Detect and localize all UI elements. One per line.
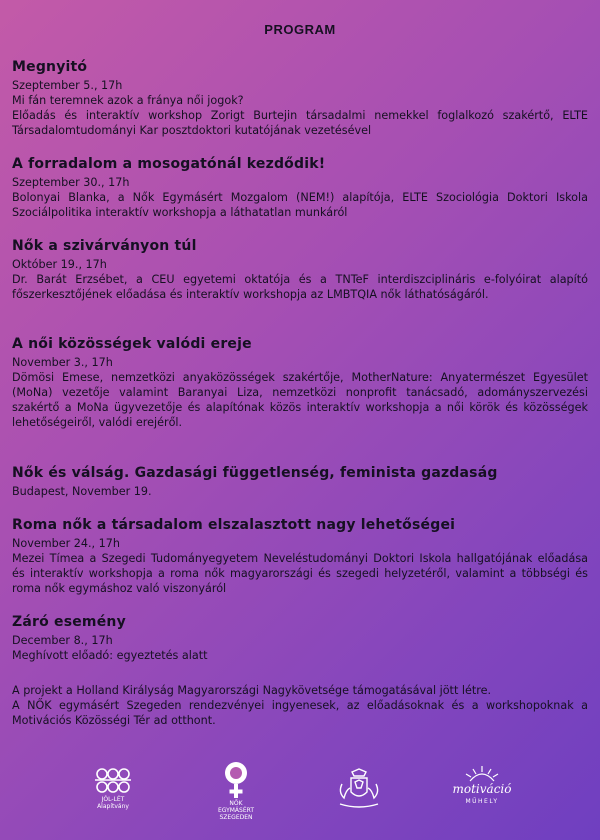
jol-let-label: JÓL-LÉT Alapítvány: [97, 796, 129, 810]
footer-notes: [12, 683, 588, 728]
page-title: PROGRAM: [264, 22, 336, 37]
event-description: Mezei Tímea a Szegedi Tudományegyetem Neveléstudományi Doktori Iskola hallgatójának előadása és interaktív workshopja a roma nők magyarországi és szegedi helyzetéről, valamint a többségi és roma nők egymáshoz való viszonyáról: [12, 552, 588, 595]
event-block: [12, 464, 588, 499]
event-block: [12, 613, 588, 663]
motivacio-wordmark: motiváció: [452, 782, 512, 796]
motivacio-logo: [452, 764, 512, 805]
nok-label: NŐK EGYMÁSÉRT SZEGEDEN: [217, 800, 255, 821]
event-title: Nők és válság. Gazdasági függetlenség, feminista gazdaság: [12, 465, 498, 481]
footer-venue-note: A NŐK egymásért Szegeden rendezvényei ingyenesek, az előadásoknak és a workshopoknak a Motivációs Közösségi Tér ad otthont.: [12, 699, 588, 727]
venus-symbol-icon: [221, 760, 251, 800]
dutch-coat-of-arms-logo: [334, 768, 384, 812]
event-block: [12, 155, 588, 220]
event-date: November 3., 17h: [12, 356, 113, 369]
event-title: A forradalom a mosogatónál kezdődik!: [12, 156, 326, 172]
event-description: Dr. Barát Erzsébet, a CEU egyetemi oktatója és a TNTeF interdiszciplináris e-folyóirat alapító főszerkesztőjének előadása és interaktív workshopja az LMBTQIA nők láthatóságáról.: [12, 273, 588, 301]
event-date: November 24., 17h: [12, 537, 120, 550]
jol-let-logo: [88, 766, 138, 810]
event-description: Meghívott előadó: egyeztetés alatt: [12, 649, 208, 662]
event-block: [12, 335, 588, 430]
coat-of-arms-icon: [334, 768, 384, 812]
event-date: Szeptember 30., 17h: [12, 176, 130, 189]
event-title: Roma nők a társadalom elszalasztott nagy lehetőségei: [12, 517, 456, 533]
event-title: Nők a szivárványon túl: [12, 238, 197, 254]
event-description: Dömösi Emese, nemzetközi anyaközösségek szakértője, MotherNature: Anyatermészet Egyesület (MoNa) vezetője valamint Baranyai Liza, nemzetközi nonprofit tanácsadó, adományszervezési szakértő a MoNa ügyvezetője és alapítónak közös interaktív workshopja a női körök és közösségek lehetőségeiről, valódi erejéről.: [12, 371, 588, 429]
event-block: [12, 516, 588, 596]
event-date: Október 19., 17h: [12, 258, 107, 271]
muhely-label: MŰHELY: [465, 798, 499, 805]
event-title: A női közösségek valódi ereje: [12, 336, 252, 352]
event-date: December 8., 17h: [12, 634, 113, 647]
footer-sponsor-note: A projekt a Holland Királyság Magyarországi Nagykövetsége támogatásával jött létre.: [12, 684, 492, 697]
event-title: Záró esemény: [12, 614, 126, 630]
event-title: Megnyitó: [12, 59, 88, 75]
event-block: [12, 237, 588, 302]
logo-row: [0, 760, 600, 830]
nok-egymasert-logo: [214, 760, 258, 821]
sunrise-icon: [462, 764, 502, 782]
jol-let-emblem-icon: [91, 766, 135, 796]
event-date: Budapest, November 19.: [12, 485, 152, 498]
event-description: Bolonyai Blanka, a Nők Egymásért Mozgalom (NEM!) alapítója, ELTE Szociológia Doktori Iskola Szociálpolitika interaktív workshopja a láthatatlan munkáról: [12, 191, 588, 219]
event-date: Szeptember 5., 17h: [12, 79, 123, 92]
event-block: [12, 58, 588, 138]
event-description: Mi fán teremnek azok a fránya női jogok? Előadás és interaktív workshop Zorigt Burtejin társadalmi nemekkel foglalkozó szakértő, ELTE Társadalomtudományi Kar posztdoktori kutatójának vezetésével: [12, 94, 588, 137]
